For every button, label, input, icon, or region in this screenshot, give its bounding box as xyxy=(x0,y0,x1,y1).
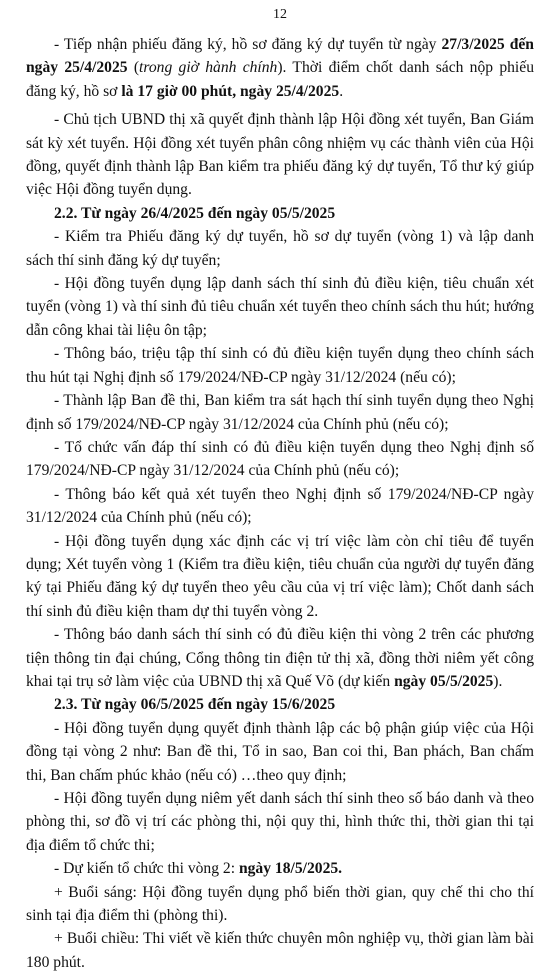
paragraph-registration-period xyxy=(26,33,534,103)
section-heading-2-3: 2.3. Từ ngày 06/5/2025 đến ngày 15/6/2025 xyxy=(54,696,336,714)
section-heading-2-2: 2.2. Từ ngày 26/4/2025 đến ngày 05/5/2025 xyxy=(54,204,336,222)
paragraph-support-units: - Hội đồng tuyển dụng quyết định thành lập các bộ phận giúp việc của Hội đồng tại vòng 2 như: Ban đề thi, Tổ in sao, Ban coi thi, Ban phách, Ban chấm thi, Ban chấm phúc khảo (nếu có) …theo quy định; xyxy=(26,719,534,784)
paragraph-oral-exam: - Tổ chức vấn đáp thí sinh có đủ điều kiện tuyển dụng theo Nghị định số 179/2024/NĐ-CP ngày 31/12/2024 của Chính phủ (nếu có); xyxy=(26,438,534,480)
text: - Dự kiến tổ chức thi vòng 2: xyxy=(54,860,239,878)
page-number: 12 xyxy=(273,7,287,22)
paragraph-exam-board: - Thành lập Ban đề thi, Ban kiểm tra sát hạch thí sinh tuyển dụng theo Nghị định số 179/2024/NĐ-CP ngày 31/12/2024 của Chính phủ (nếu có); xyxy=(26,392,534,433)
bold-text: ngày 05/5/2025 xyxy=(394,672,494,690)
text: ). Thời điểm chốt danh sách nộp phiếu đăng ký, hồ sơ xyxy=(26,59,534,100)
italic-text: trong giờ hành chính xyxy=(139,59,278,77)
text: . xyxy=(339,82,344,100)
text: ). xyxy=(493,672,503,690)
paragraph-notify-summon: - Thông báo, triệu tập thí sinh có đủ điều kiện tuyển dụng theo chính sách thu hút tại Nghị định số 179/2024/NĐ-CP ngày 31/12/2024 (nếu có); xyxy=(26,345,534,386)
text: - Tiếp nhận phiếu đăng ký, hồ sơ đăng ký dự tuyển từ ngày xyxy=(54,36,442,53)
bold-text: ngày 18/5/2025. xyxy=(238,860,343,878)
paragraph-check-forms: - Kiểm tra Phiếu đăng ký dự tuyển, hồ sơ dự tuyển (vòng 1) và lập danh sách thí sinh đăng ký dự tuyển; xyxy=(26,228,534,269)
paragraph-eligible-list: - Hội đồng tuyển dụng lập danh sách thí sinh đủ điều kiện, tiêu chuẩn xét tuyển (vòng 1) và thí sinh đủ tiêu chuẩn xét tuyển theo chính sách thu hút; hướng dẫn công khai tài liệu ôn tập; xyxy=(26,275,534,339)
paragraph-announce-results: - Thông báo kết quả xét tuyển theo Nghị định số 179/2024/NĐ-CP ngày 31/12/2024 của Chính phủ (nếu có); xyxy=(26,485,534,527)
paragraph-round2-announcement xyxy=(26,623,534,693)
paragraph-council-establishment: - Chủ tịch UBND thị xã quyết định thành lập Hội đồng xét tuyển, Ban Giám sát kỳ xét tuyển. Hội đồng xét tuyển phân công nhiệm vụ các thành viên của Hội đồng, quyết định thành lập Ban kiểm tra phiếu đăng ký dự tuyển, Tổ thư ký giúp việc Hội đồng tuyển dụng. xyxy=(26,111,534,199)
bold-text: 27/3/2025 đến ngày 25/4/2025 xyxy=(26,36,534,77)
paragraph-morning-session: + Buổi sáng: Hội đồng tuyển dụng phổ biến thời gian, quy chế thi cho thí sinh tại địa điểm thi (phòng thi). xyxy=(26,883,534,925)
paragraph-post-candidates: - Hội đồng tuyển dụng niêm yết danh sách thí sinh theo số báo danh và theo phòng thi, sơ đồ vị trí các phòng thi, nội quy thi, hình thức thi, thời gian thi tại địa điểm tổ chức thi; xyxy=(26,790,534,854)
text: - Thông báo danh sách thí sinh có đủ điều kiện thi vòng 2 trên các phương tiện thông tin đại chúng, Cổng thông tin điện tử thị xã, đồng thời niêm yết công khai tại trụ sở làm việc của UBND thị xã Quế Võ (dự kiến xyxy=(26,626,534,690)
paragraph-afternoon-session: + Buổi chiều: Thi viết về kiến thức chuyên môn nghiệp vụ, thời gian làm bài 180 phút. xyxy=(26,930,534,971)
text: ( xyxy=(127,59,140,77)
paragraph-round2-date xyxy=(26,857,534,880)
paragraph-round1: - Hội đồng tuyển dụng xác định các vị trí việc làm còn chỉ tiêu để tuyển dụng; Xét tuyển vòng 1 (Kiểm tra điều kiện, tiêu chuẩn của người dự tuyển đăng ký tại Phiếu đăng ký dự tuyển theo yêu cầu của vị trí việc làm); Chốt danh sách thí sinh đủ điều kiện tham dự thi tuyển vòng 2. xyxy=(26,532,534,620)
bold-text: là 17 giờ 00 phút, ngày 25/4/2025 xyxy=(121,82,340,100)
